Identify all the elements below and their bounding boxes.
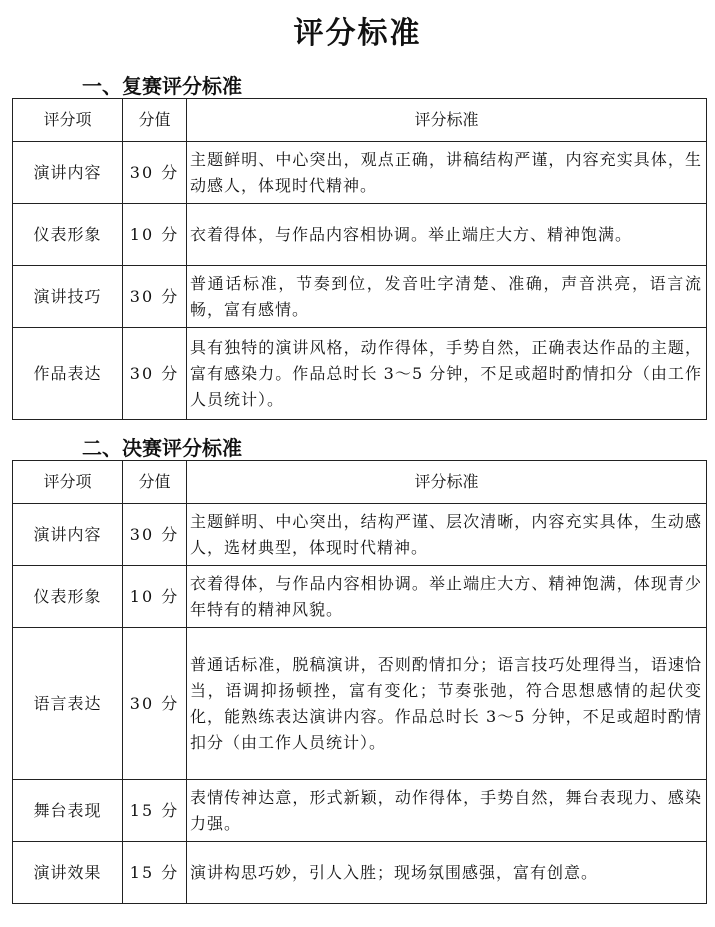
column-header-score: 分值 — [123, 99, 187, 142]
item-cell: 演讲内容 — [13, 504, 123, 566]
score-cell: 30 分 — [123, 266, 187, 328]
final-scoring-table — [12, 460, 707, 904]
semifinal-scoring-table — [12, 98, 707, 420]
item-cell: 仪表形象 — [13, 204, 123, 266]
table-row — [13, 780, 707, 842]
item-cell: 演讲效果 — [13, 842, 123, 904]
table-row — [13, 328, 707, 420]
table-row — [13, 204, 707, 266]
column-header-item: 评分项 — [13, 461, 123, 504]
column-header-criteria: 评分标准 — [187, 461, 707, 504]
score-cell: 15 分 — [123, 842, 187, 904]
criteria-cell: 表情传神达意，形式新颖，动作得体，手势自然，舞台表现力、感染力强。 — [187, 780, 707, 842]
table-header-row — [13, 461, 707, 504]
score-cell: 30 分 — [123, 504, 187, 566]
table-row — [13, 842, 707, 904]
table-row — [13, 504, 707, 566]
score-cell: 10 分 — [123, 566, 187, 628]
score-cell: 30 分 — [123, 142, 187, 204]
criteria-cell: 具有独特的演讲风格，动作得体，手势自然，正确表达作品的主题，富有感染力。作品总时长 3～5 分钟，不足或超时酌情扣分（由工作人员统计）。 — [187, 328, 707, 420]
criteria-cell: 主题鲜明、中心突出，观点正确，讲稿结构严谨，内容充实具体，生动感人，体现时代精神。 — [187, 142, 707, 204]
item-cell: 仪表形象 — [13, 566, 123, 628]
page-title: 评分标准 — [293, 16, 422, 51]
score-cell: 30 分 — [123, 628, 187, 780]
criteria-cell: 衣着得体，与作品内容相协调。举止端庄大方、精神饱满，体现青少年特有的精神风貌。 — [187, 566, 707, 628]
column-header-score: 分值 — [123, 461, 187, 504]
table-row — [13, 142, 707, 204]
table-header-row — [13, 99, 707, 142]
score-cell: 10 分 — [123, 204, 187, 266]
table-row — [13, 566, 707, 628]
item-cell: 舞台表现 — [13, 780, 123, 842]
criteria-cell: 演讲构思巧妙，引人入胜；现场氛围感强，富有创意。 — [187, 842, 707, 904]
table-row — [13, 266, 707, 328]
section-heading-final: 二、决赛评分标准 — [82, 436, 242, 460]
column-header-item: 评分项 — [13, 99, 123, 142]
criteria-cell: 普通话标准，节奏到位，发音吐字清楚、准确，声音洪亮，语言流畅，富有感情。 — [187, 266, 707, 328]
criteria-cell: 主题鲜明、中心突出，结构严谨、层次清晰，内容充实具体，生动感人，选材典型，体现时代精神。 — [187, 504, 707, 566]
score-cell: 30 分 — [123, 328, 187, 420]
item-cell: 语言表达 — [13, 628, 123, 780]
criteria-cell: 普通话标准，脱稿演讲，否则酌情扣分；语言技巧处理得当，语速恰当，语调抑扬顿挫，富有变化；节奏张弛，符合思想感情的起伏变化，能熟练表达演讲内容。作品总时长 3～5 分钟，不足或超时酌情扣分（由工作人员统计）。 — [187, 628, 707, 780]
item-cell: 演讲内容 — [13, 142, 123, 204]
score-cell: 15 分 — [123, 780, 187, 842]
section-heading-semifinal: 一、复赛评分标准 — [82, 74, 242, 98]
column-header-criteria: 评分标准 — [187, 99, 707, 142]
item-cell: 作品表达 — [13, 328, 123, 420]
table-row — [13, 628, 707, 780]
criteria-cell: 衣着得体，与作品内容相协调。举止端庄大方、精神饱满。 — [187, 204, 707, 266]
item-cell: 演讲技巧 — [13, 266, 123, 328]
